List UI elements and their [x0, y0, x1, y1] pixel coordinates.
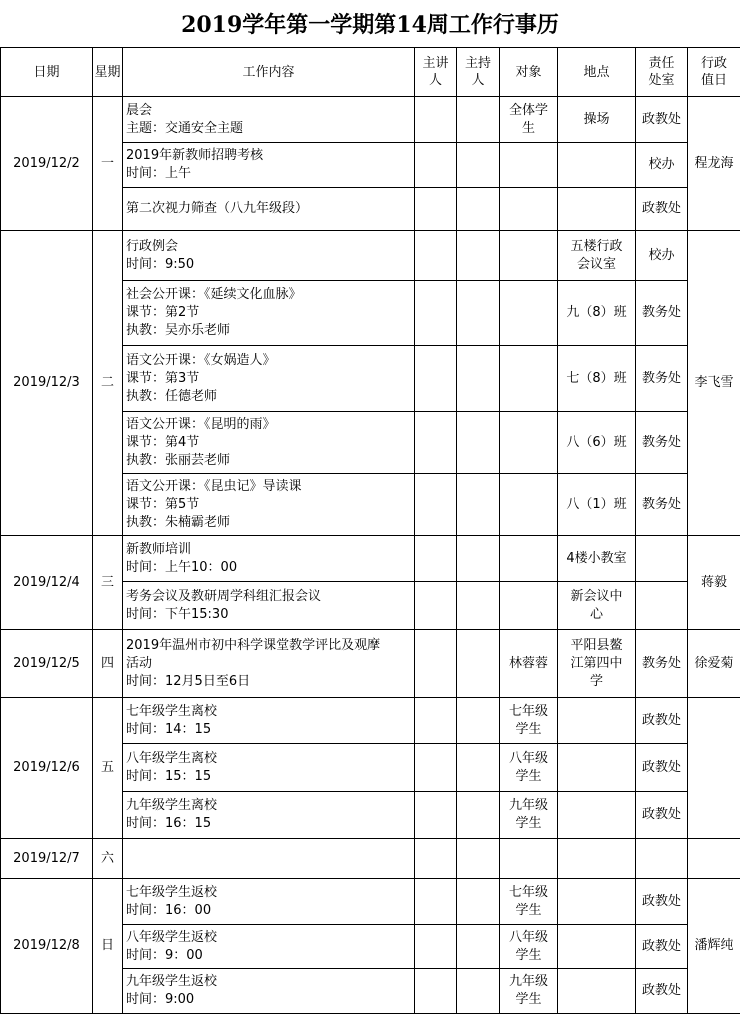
dept-cell: 政教处 — [636, 925, 688, 969]
dept-cell: 政教处 — [636, 188, 688, 231]
host-cell — [457, 97, 500, 143]
dept-cell: 校办 — [636, 143, 688, 188]
location-cell: 平阳县鳌 江第四中 学 — [558, 630, 636, 698]
speaker-cell — [415, 582, 457, 630]
location-cell: 八（1）班 — [558, 474, 636, 536]
duty-cell: 李飞雪 — [688, 231, 740, 536]
host-cell — [457, 231, 500, 281]
location-cell — [558, 879, 636, 925]
table-row — [1, 536, 740, 582]
date-cell: 2019/12/6 — [1, 698, 93, 839]
dept-cell: 校办 — [636, 231, 688, 281]
header-target: 对象 — [500, 48, 558, 97]
target-cell: 七年级 学生 — [500, 698, 558, 744]
target-cell — [500, 281, 558, 346]
content-cell: 语文公开课：《女娲造人》 课节：第3节 执教：任德老师 — [123, 346, 415, 412]
speaker-cell — [415, 346, 457, 412]
host-cell — [457, 412, 500, 474]
target-cell — [500, 474, 558, 536]
content-cell: 2019年新教师招聘考核 时间：上午 — [123, 143, 415, 188]
location-cell: 八（6）班 — [558, 412, 636, 474]
dept-cell: 教务处 — [636, 412, 688, 474]
host-cell — [457, 698, 500, 744]
speaker-cell — [415, 925, 457, 969]
speaker-cell — [415, 698, 457, 744]
content-cell: 九年级学生离校 时间：16：15 — [123, 792, 415, 839]
host-cell — [457, 925, 500, 969]
location-cell: 4楼小教室 — [558, 536, 636, 582]
host-cell — [457, 744, 500, 792]
host-cell — [457, 630, 500, 698]
content-cell: 考务会议及教研周学科组汇报会议 时间：下午15:30 — [123, 582, 415, 630]
location-cell: 七（8）班 — [558, 346, 636, 412]
target-cell — [500, 143, 558, 188]
date-cell: 2019/12/4 — [1, 536, 93, 630]
dept-cell: 政教处 — [636, 792, 688, 839]
dept-cell: 政教处 — [636, 744, 688, 792]
target-cell — [500, 346, 558, 412]
location-cell — [558, 698, 636, 744]
host-cell — [457, 188, 500, 231]
host-cell — [457, 143, 500, 188]
weekday-cell: 六 — [93, 839, 123, 879]
location-cell — [558, 792, 636, 839]
table-row — [1, 839, 740, 879]
content-cell: 第二次视力筛查（八九年级段） — [123, 188, 415, 231]
location-cell — [558, 839, 636, 879]
host-cell — [457, 582, 500, 630]
target-cell: 九年级 学生 — [500, 969, 558, 1014]
header-dept: 责任 处室 — [636, 48, 688, 97]
content-cell: 社会公开课：《延续文化血脉》 课节：第2节 执教：吴亦乐老师 — [123, 281, 415, 346]
content-cell: 晨会 主题：交通安全主题 — [123, 97, 415, 143]
table-row — [1, 698, 740, 744]
host-cell — [457, 281, 500, 346]
speaker-cell — [415, 412, 457, 474]
date-cell: 2019/12/8 — [1, 879, 93, 1014]
header-host: 主持 人 — [457, 48, 500, 97]
host-cell — [457, 474, 500, 536]
location-cell — [558, 969, 636, 1014]
content-cell: 八年级学生离校 时间：15：15 — [123, 744, 415, 792]
speaker-cell — [415, 630, 457, 698]
table-row — [1, 879, 740, 925]
dept-cell: 政教处 — [636, 969, 688, 1014]
dept-cell — [636, 582, 688, 630]
page-title: 2019学年第一学期第14周工作行事历 — [0, 0, 740, 47]
header-duty: 行政 值日 — [688, 48, 740, 97]
date-cell: 2019/12/5 — [1, 630, 93, 698]
location-cell: 新会议中 心 — [558, 582, 636, 630]
weekday-cell: 一 — [93, 97, 123, 231]
dept-cell: 教务处 — [636, 474, 688, 536]
schedule-table — [0, 47, 740, 1014]
weekday-cell: 二 — [93, 231, 123, 536]
host-cell — [457, 839, 500, 879]
speaker-cell — [415, 97, 457, 143]
target-cell — [500, 582, 558, 630]
duty-cell — [688, 698, 740, 839]
target-cell: 八年级 学生 — [500, 744, 558, 792]
location-cell — [558, 188, 636, 231]
host-cell — [457, 969, 500, 1014]
location-cell: 五楼行政 会议室 — [558, 231, 636, 281]
content-cell: 语文公开课：《昆虫记》导读课 课节：第5节 执教：朱楠霸老师 — [123, 474, 415, 536]
content-cell: 语文公开课：《昆明的雨》 课节：第4节 执教：张丽芸老师 — [123, 412, 415, 474]
header-speaker: 主讲 人 — [415, 48, 457, 97]
content-cell — [123, 839, 415, 879]
location-cell: 操场 — [558, 97, 636, 143]
duty-cell: 蒋毅 — [688, 536, 740, 630]
dept-cell — [636, 536, 688, 582]
target-cell — [500, 536, 558, 582]
location-cell — [558, 744, 636, 792]
target-cell: 七年级 学生 — [500, 879, 558, 925]
dept-cell: 政教处 — [636, 879, 688, 925]
date-cell: 2019/12/7 — [1, 839, 93, 879]
host-cell — [457, 346, 500, 412]
target-cell — [500, 412, 558, 474]
speaker-cell — [415, 143, 457, 188]
host-cell — [457, 879, 500, 925]
speaker-cell — [415, 792, 457, 839]
target-cell — [500, 188, 558, 231]
target-cell — [500, 231, 558, 281]
table-row — [1, 231, 740, 281]
content-cell: 七年级学生返校 时间：16：00 — [123, 879, 415, 925]
location-cell — [558, 143, 636, 188]
duty-cell: 潘辉纯 — [688, 879, 740, 1014]
host-cell — [457, 536, 500, 582]
speaker-cell — [415, 536, 457, 582]
table-row — [1, 97, 740, 143]
content-cell: 七年级学生离校 时间：14：15 — [123, 698, 415, 744]
duty-cell — [688, 839, 740, 879]
header-date: 日期 — [1, 48, 93, 97]
location-cell: 九（8）班 — [558, 281, 636, 346]
header-row — [1, 48, 740, 97]
weekday-cell: 三 — [93, 536, 123, 630]
weekday-cell: 日 — [93, 879, 123, 1014]
dept-cell: 教务处 — [636, 630, 688, 698]
target-cell: 八年级 学生 — [500, 925, 558, 969]
dept-cell: 教务处 — [636, 281, 688, 346]
dept-cell: 政教处 — [636, 97, 688, 143]
host-cell — [457, 792, 500, 839]
speaker-cell — [415, 879, 457, 925]
target-cell: 全体学 生 — [500, 97, 558, 143]
speaker-cell — [415, 474, 457, 536]
speaker-cell — [415, 188, 457, 231]
date-cell: 2019/12/2 — [1, 97, 93, 231]
content-cell: 九年级学生返校 时间：9:00 — [123, 969, 415, 1014]
speaker-cell — [415, 231, 457, 281]
target-cell: 林蓉蓉 — [500, 630, 558, 698]
location-cell — [558, 925, 636, 969]
duty-cell: 徐爱菊 — [688, 630, 740, 698]
weekday-cell: 四 — [93, 630, 123, 698]
dept-cell — [636, 839, 688, 879]
duty-cell: 程龙海 — [688, 97, 740, 231]
header-content: 工作内容 — [123, 48, 415, 97]
target-cell: 九年级 学生 — [500, 792, 558, 839]
content-cell: 2019年温州市初中科学课堂教学评比及观摩 活动 时间：12月5日至6日 — [123, 630, 415, 698]
content-cell: 新教师培训 时间：上午10：00 — [123, 536, 415, 582]
content-cell: 行政例会 时间：9:50 — [123, 231, 415, 281]
dept-cell: 政教处 — [636, 698, 688, 744]
dept-cell: 教务处 — [636, 346, 688, 412]
speaker-cell — [415, 839, 457, 879]
speaker-cell — [415, 744, 457, 792]
weekday-cell: 五 — [93, 698, 123, 839]
header-weekday: 星期 — [93, 48, 123, 97]
date-cell: 2019/12/3 — [1, 231, 93, 536]
header-location: 地点 — [558, 48, 636, 97]
table-row — [1, 630, 740, 698]
speaker-cell — [415, 281, 457, 346]
speaker-cell — [415, 969, 457, 1014]
target-cell — [500, 839, 558, 879]
content-cell: 八年级学生返校 时间：9：00 — [123, 925, 415, 969]
